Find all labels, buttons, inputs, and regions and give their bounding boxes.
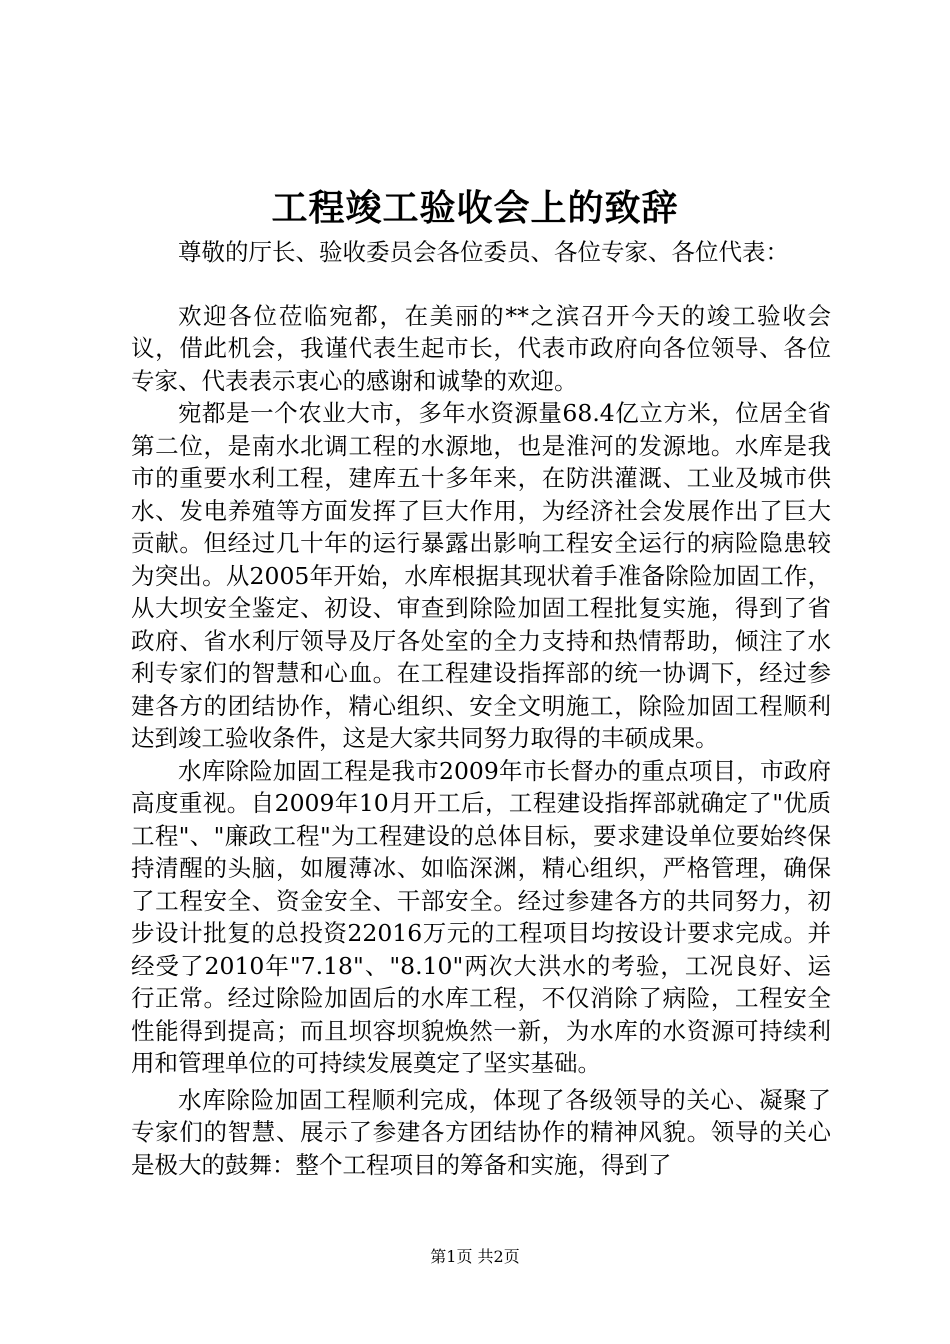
paragraph-acknowledgement: 水库除险加固工程顺利完成，体现了各级领导的关心、凝聚了专家们的智慧、展示了参建各方团结协作的精神风貌。领导的关心是极大的鼓舞：整个工程项目的筹备和实施，得到了 xyxy=(131,1085,831,1179)
paragraph-welcome: 欢迎各位莅临宛都，在美丽的**之滨召开今天的竣工验收会议，借此机会，我谨代表生起市长，代表市政府向各位领导、各位专家、代表表示衷心的感谢和诚挚的欢迎。 xyxy=(131,301,831,395)
paragraph-project-background: 宛都是一个农业大市，多年水资源量68.4亿立方米，位居全省第二位，是南水北调工程的水源地，也是淮河的发源地。水库是我市的重要水利工程，建库五十多年来，在防洪灌溉、工业及城市供水、发电养殖等方面发挥了巨大作用，为经济社会发展作出了巨大贡献。但经过几十年的运行暴露出影响工程安全运行的病险隐患较为突出。从2005年开始，水库根据其现状着手准备除险加固工作，从大坝安全鉴定、初设、审查到除险加固工程批复实施，得到了省政府、省水利厅领导及厅各处室的全力支持和热情帮助，倾注了水利专家们的智慧和心血。在工程建设指挥部的统一协调下，经过参建各方的团结协作，精心组织、安全文明施工，除险加固工程顺利达到竣工验收条件，这是大家共同努力取得的丰硕成果。 xyxy=(131,399,831,752)
greeting-line: 尊敬的厅长、验收委员会各位委员、各位专家、各位代表： xyxy=(178,238,789,266)
document-body xyxy=(131,236,831,1181)
document-title: 工程竣工验收会上的致辞 xyxy=(271,187,679,229)
paragraph-project-progress: 水库除险加固工程是我市2009年市长督办的重点项目，市政府高度重视。自2009年10月开工后，工程建设指挥部就确定了"优质工程"、"廉政工程"为工程建设的总体目标，要求建设单位要始终保持清醒的头脑，如履薄冰、如临深渊，精心组织，严格管理，确保了工程安全、资金安全、干部安全。经过参建各方的共同努力，初步设计批复的总投资22016万元的工程项目均按设计要求完成。并经受了2010年"7.18"、"8.10"两次大洪水的考验，工况良好、运行正常。经过除险加固后的水库工程，不仅消除了病险，工程安全性能得到提高；而且坝容坝貌焕然一新，为水库的水资源可持续利用和管理单位的可持续发展奠定了坚实基础。 xyxy=(131,756,831,1077)
page-number-footer: 第1页 共2页 xyxy=(430,1247,520,1266)
